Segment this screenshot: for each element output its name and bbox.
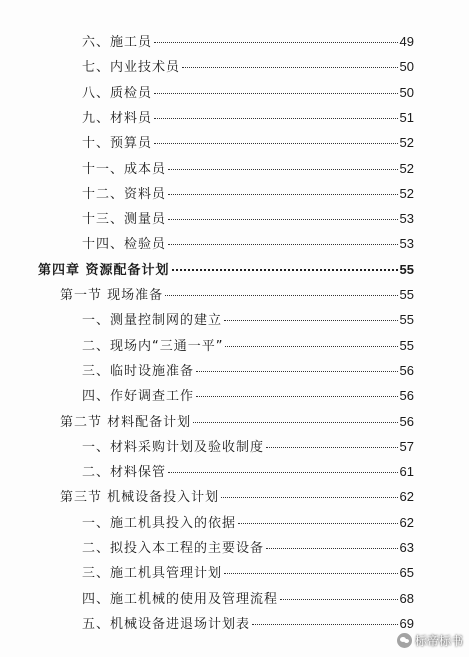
- toc-entry-item: [82, 461, 414, 483]
- toc-page-number: 62: [399, 489, 414, 505]
- toc-entry-title: 十一、成本员: [82, 161, 167, 177]
- toc-entry-title: 第二节 材料配备计划: [60, 414, 192, 430]
- dot-leader: [238, 523, 398, 524]
- toc-entry-title: 二、拟投入本工程的主要设备: [82, 541, 265, 556]
- toc-entry-title: 六、施工员: [82, 35, 153, 50]
- toc-entry-title: 十二、资料员: [82, 186, 167, 202]
- toc-entry-item: [82, 183, 414, 205]
- toc-entry-title: 二、材料保管: [82, 465, 167, 481]
- toc-page-number: 50: [399, 59, 414, 75]
- toc-page-number: 69: [399, 615, 414, 631]
- toc-page-number: 57: [399, 438, 414, 454]
- toc-entry-title: 七、内业技术员: [82, 60, 181, 76]
- toc-entry-item: [82, 562, 414, 584]
- toc-entry-title: 第四章 资源配备计划: [38, 262, 170, 278]
- dot-leader: [172, 269, 398, 271]
- dot-leader: [224, 573, 398, 574]
- toc-entry-item: [82, 132, 414, 154]
- dot-leader: [225, 346, 397, 347]
- dot-leader: [154, 143, 398, 144]
- dot-leader: [252, 624, 398, 625]
- toc-entry-item: [82, 385, 414, 407]
- toc-entry-title: 四、施工机械的使用及管理流程: [82, 591, 279, 607]
- chat-bubble-icon: [397, 633, 412, 648]
- toc-entry-item: [82, 613, 414, 635]
- toc-entry-item: [82, 56, 414, 78]
- toc-entry-title: 第一节 现场准备: [60, 288, 164, 303]
- toc-entry-section: [60, 284, 414, 306]
- toc-entry-item: [82, 436, 414, 458]
- toc-entry-title: 十三、测量员: [82, 212, 167, 228]
- toc-page-number: 63: [399, 540, 414, 555]
- toc-entry-title: 一、材料采购计划及验收制度: [82, 439, 265, 455]
- toc-entry-title: 八、质检员: [82, 85, 153, 101]
- watermark-text: 标帝标书: [414, 634, 463, 648]
- toc-page-number: 56: [399, 413, 414, 429]
- toc-page-number: 52: [399, 160, 414, 176]
- toc-entry-item: [82, 82, 414, 104]
- dot-leader: [224, 320, 398, 321]
- toc-entry-title: 十四、检验员: [82, 237, 167, 253]
- toc-entry-item: [82, 360, 414, 382]
- dot-leader: [196, 371, 398, 372]
- toc-page-number: 49: [399, 34, 414, 49]
- toc-page-number: 51: [399, 109, 414, 125]
- toc-page-number: 56: [399, 388, 414, 404]
- dot-leader: [280, 599, 398, 600]
- toc-entry-title: 一、施工机具投入的依据: [82, 515, 237, 531]
- dot-leader: [168, 194, 398, 195]
- toc-page-number: 53: [399, 211, 414, 227]
- toc-page-number: 61: [399, 464, 414, 480]
- toc-entry-title: 一、测量控制网的建立: [82, 313, 223, 329]
- toc-page-number: 55: [399, 337, 414, 353]
- toc-entry-title: 九、材料员: [82, 110, 153, 126]
- dot-leader: [168, 169, 398, 170]
- toc-entry-item: [82, 107, 414, 129]
- dot-leader: [168, 244, 398, 245]
- toc-entry-item: [82, 512, 414, 534]
- toc-entry-title: 十、预算员: [82, 136, 153, 152]
- dot-leader: [154, 93, 398, 94]
- toc-entry-title: 三、临时设施准备: [82, 363, 195, 379]
- toc-page-number: 65: [399, 565, 414, 581]
- toc-page-number: 50: [399, 84, 414, 100]
- toc-entry-item: [82, 335, 414, 357]
- watermark: [397, 632, 463, 649]
- dot-leader: [165, 295, 397, 296]
- dot-leader: [154, 42, 398, 43]
- toc-page-number: 68: [399, 590, 414, 606]
- toc-entry-title: 四、作好调查工作: [82, 389, 195, 405]
- dot-leader: [193, 422, 397, 423]
- toc-entry-item: [82, 309, 414, 331]
- dot-leader: [266, 548, 398, 549]
- toc-entry-chapter: [38, 259, 414, 281]
- toc-entry-item: [82, 588, 414, 610]
- toc-page-number: 55: [399, 287, 414, 302]
- dot-leader: [196, 396, 398, 397]
- dot-leader: [221, 497, 397, 498]
- toc-entry-section: [60, 411, 414, 433]
- toc-page-number: 53: [399, 236, 414, 252]
- toc-entry-item: [82, 537, 414, 559]
- toc-page-number: 56: [399, 362, 414, 378]
- dot-leader: [168, 472, 398, 473]
- toc-entry-item: [82, 208, 414, 230]
- dot-leader: [266, 447, 398, 448]
- dot-leader: [182, 67, 398, 68]
- dot-leader: [168, 219, 398, 220]
- dot-leader: [154, 118, 398, 119]
- toc-entry-title: 二、现场内“三通一平”: [82, 338, 224, 354]
- toc-entry-item: [82, 233, 414, 255]
- toc-entry-title: 第三节 机械设备投入计划: [60, 490, 220, 506]
- toc-page-number: 52: [399, 185, 414, 201]
- toc-page-number: 62: [399, 514, 414, 530]
- toc-entry-item: [82, 31, 414, 53]
- toc-entry-item: [82, 158, 414, 180]
- toc-page-number: 55: [399, 261, 414, 277]
- toc-entry-section: [60, 486, 414, 508]
- toc-entry-title: 三、施工机具管理计划: [82, 566, 223, 582]
- toc-entry-title: 五、机械设备进退场计划表: [82, 616, 251, 632]
- toc-page-number: 52: [399, 135, 414, 151]
- toc-page-number: 55: [399, 312, 414, 328]
